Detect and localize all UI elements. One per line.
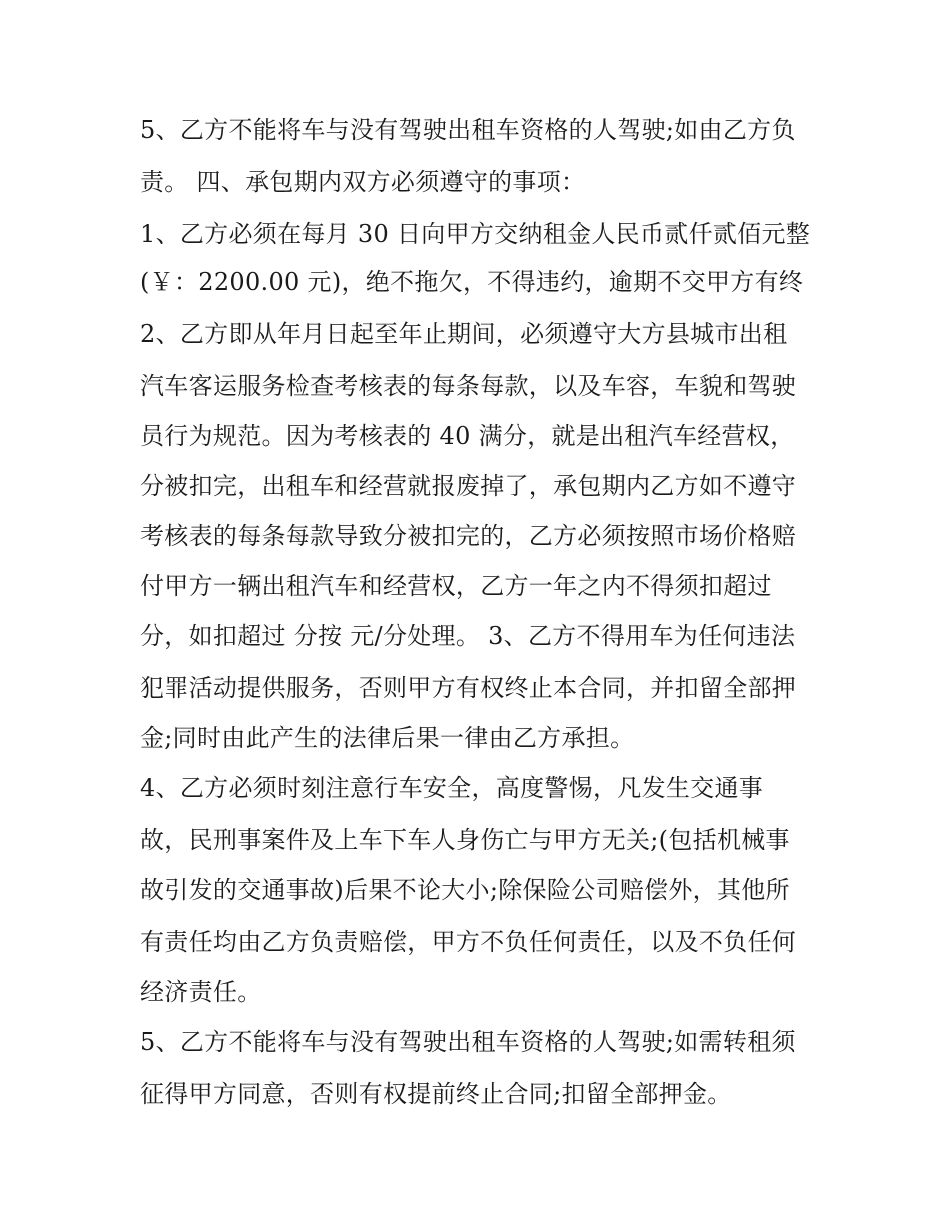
text-line: 分被扣完，出租车和经营就报废掉了，承包期内乙方如不遵守 <box>140 472 797 500</box>
text-line: 付甲方一辆出租汽车和经营权，乙方一年之内不得须扣超过 <box>140 572 772 600</box>
text-line: 5、乙方不能将车与没有驾驶出租车资格的人驾驶;如需转租须 <box>140 1028 796 1056</box>
text-line: 1、乙方必须在每月 30 日向甲方交纳租金人民币贰仟贰佰元整 <box>140 220 811 248</box>
text-line: 经济责任。 <box>140 978 262 1006</box>
text-line: 考核表的每条每款导致分被扣完的，乙方必须按照市场价格赔 <box>140 522 797 550</box>
text-line: 故引发的交通事故)后果不论大小;除保险公司赔偿外，其他所 <box>140 876 790 904</box>
text-line: (￥：2200.00 元)，绝不拖欠，不得违约，逾期不交甲方有终 <box>140 268 804 296</box>
text-line: 金;同时由此产生的法律后果一律由乙方承担。 <box>140 724 635 752</box>
text-line: 故，民刑事案件及上车下车人身伤亡与甲方无关;(包括机械事 <box>140 826 790 854</box>
text-line: 有责任均由乙方负责赔偿，甲方不负任何责任，以及不负任何 <box>140 928 797 956</box>
text-line: 征得甲方同意，否则有权提前终止合同;扣留全部押金。 <box>140 1080 732 1108</box>
text-line: 4、乙方必须时刻注意行车安全，高度警惕，凡发生交通事 <box>140 774 764 802</box>
text-line: 员行为规范。因为考核表的 40 满分，就是出租汽车经营权， <box>140 422 795 450</box>
text-line: 责。 四、承包期内双方必须遵守的事项： <box>140 168 586 196</box>
text-line: 2、乙方即从年月日起至年止期间，必须遵守大方县城市出租 <box>140 320 788 348</box>
text-line: 犯罪活动提供服务，否则甲方有权终止本合同，并扣留全部押 <box>140 674 797 702</box>
text-line: 分，如扣超过 分按 元/分处理。 3、乙方不得用车为任何违法 <box>140 622 796 650</box>
text-line: 5、乙方不能将车与没有驾驶出租车资格的人驾驶;如由乙方负 <box>140 116 796 144</box>
text-line: 汽车客运服务检查考核表的每条每款，以及车容，车貌和驾驶 <box>140 372 797 400</box>
